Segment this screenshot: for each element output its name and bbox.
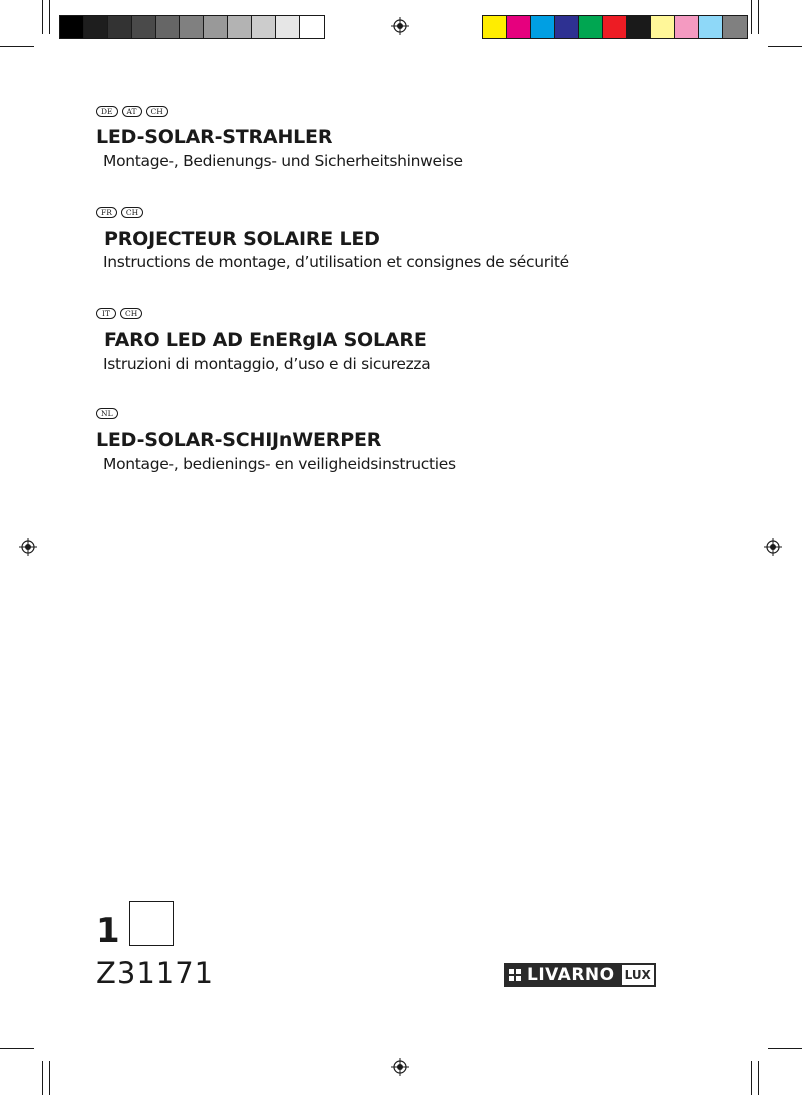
- product-subtitle-nl: Montage-, bedienings- en veiligheidsinstructies: [103, 455, 456, 473]
- country-badge: CH: [146, 106, 168, 117]
- crop-mark: [751, 1061, 752, 1095]
- registration-target-icon: [391, 1058, 409, 1076]
- crop-mark: [751, 0, 752, 34]
- product-subtitle-it: Istruzioni di montaggio, d’uso e di sicurezza: [103, 355, 431, 373]
- color-swatch: [252, 16, 276, 38]
- color-swatch: [204, 16, 228, 38]
- country-badge: CH: [120, 308, 142, 319]
- country-badge: AT: [122, 106, 142, 117]
- registration-target-icon: [764, 538, 782, 556]
- product-title-nl: LED-SOLAR-SCHIJnWERPER: [96, 429, 382, 451]
- product-title-it: FARO LED AD EnERgIA SOLARE: [104, 329, 427, 351]
- brand-suffix: LUX: [620, 963, 656, 987]
- color-swatch: [603, 16, 627, 38]
- crop-mark: [0, 1048, 34, 1049]
- crop-mark: [758, 1061, 759, 1095]
- model-number: Z31171: [96, 956, 215, 990]
- crop-mark: [768, 46, 802, 47]
- color-swatch: [60, 16, 84, 38]
- brand-mark-icon: [509, 969, 521, 981]
- color-swatch: [579, 16, 603, 38]
- country-badges: [96, 408, 118, 419]
- registration-target-icon: [391, 17, 409, 35]
- registration-target-icon: [19, 538, 37, 556]
- color-swatch: [723, 16, 747, 38]
- crop-mark: [42, 1061, 43, 1095]
- color-swatch: [651, 16, 675, 38]
- page-number-box: [129, 901, 174, 946]
- country-badge: IT: [96, 308, 116, 319]
- color-swatch: [84, 16, 108, 38]
- color-swatch: [627, 16, 651, 38]
- color-swatch: [699, 16, 723, 38]
- crop-mark: [49, 0, 50, 34]
- country-badge: FR: [96, 207, 117, 218]
- color-swatch: [156, 16, 180, 38]
- country-badge: CH: [121, 207, 143, 218]
- color-swatch: [555, 16, 579, 38]
- color-swatch-bar: [482, 15, 748, 39]
- country-badges: [96, 106, 168, 117]
- brand-logo: [504, 963, 656, 987]
- crop-mark: [42, 0, 43, 34]
- color-swatch: [228, 16, 252, 38]
- color-swatch: [483, 16, 507, 38]
- page-number: 1: [96, 911, 120, 951]
- country-badges: [96, 308, 142, 319]
- color-swatch: [507, 16, 531, 38]
- grayscale-swatch-bar: [59, 15, 325, 39]
- color-swatch: [675, 16, 699, 38]
- color-swatch: [108, 16, 132, 38]
- product-title-de: LED-SOLAR-STRAHLER: [96, 126, 333, 148]
- country-badge: DE: [96, 106, 118, 117]
- crop-mark: [758, 0, 759, 34]
- color-swatch: [132, 16, 156, 38]
- product-subtitle-fr: Instructions de montage, d’utilisation et consignes de sécurité: [103, 253, 569, 271]
- product-title-fr: PROJECTEUR SOLAIRE LED: [104, 228, 380, 250]
- country-badge: NL: [96, 408, 118, 419]
- brand-name: LIVARNO: [527, 965, 615, 985]
- crop-mark: [49, 1061, 50, 1095]
- country-badges: [96, 207, 143, 218]
- crop-mark: [768, 1048, 802, 1049]
- color-swatch: [300, 16, 324, 38]
- crop-mark: [0, 46, 34, 47]
- brand-logo-main: [504, 963, 620, 987]
- color-swatch: [180, 16, 204, 38]
- color-swatch: [531, 16, 555, 38]
- color-swatch: [276, 16, 300, 38]
- product-subtitle-de: Montage-, Bedienungs- und Sicherheitshinweise: [103, 152, 463, 170]
